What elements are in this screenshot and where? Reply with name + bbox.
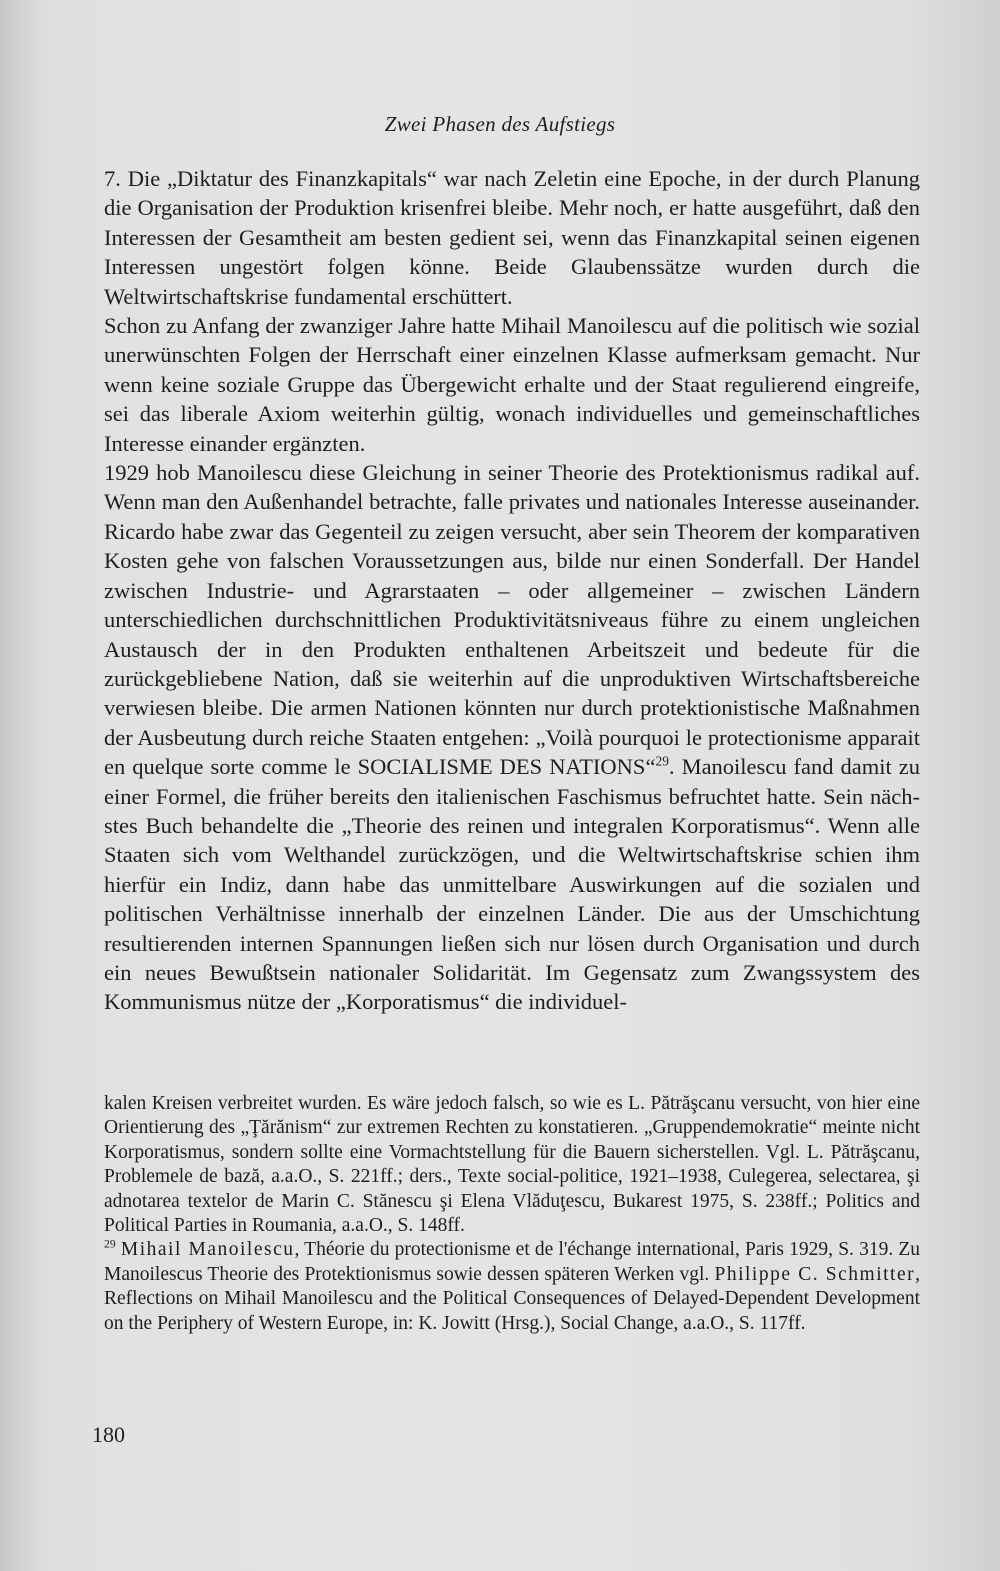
footnote-continuation: kalen Kreisen verbreitet wurden. Es wäre jedoch falsch, so wie es L. Pătrăşcanu versucht, von hier eine Orientierung des „Ţărănism“ zur extremen Rechten zu konstatieren. „Gruppendemokratie“ meinte nicht Korporatismus, sondern sollte eine Vormachtstellung für die Bauern sicherstellen. Vgl. L. Pătrăşcanu, Problemele de bază, a.a.O., S. 221ff.; ders., Texte social-politice, 1921–1938, Culegerea, selectarea, şi adnotarea textelor de Marin C. Stănescu şi Elena Vlăduţescu, Bukarest 1975, S. 238ff.; Politics and Political Parties in Roumania, a.a.O., S. 148ff. bbox=[104, 1093, 920, 1237]
footnote-number-29: 29 bbox=[104, 1237, 116, 1251]
running-head: Zwei Phasen des Aufstiegs bbox=[384, 112, 616, 136]
page-number: 180 bbox=[92, 1422, 125, 1447]
paragraph-3 bbox=[104, 458, 920, 1017]
paragraph-3-tail: . Manoilescu fand damit zu einer Formel, die früher bereits den italienischen Faschismus befruchtet hatte. Sein nächstes Buch behandelte die „Theorie des reinen und integralen Korporatismus“. Wenn alle Staaten sich vom Welthandel zurückzögen, und die Weltwirtschaftskrise schien ihm hierfür ein Indiz, dann habe das unmittelbare Auswirkungen auf die sozialen und politischen Verhältnisse innerhalb der einzelnen Länder. Die aus der Umschichtung resultierenden internen Spannungen ließen sich nur lösen durch Organisation und durch ein neues Bewußtsein nationaler Solidarität. Im Gegensatz zum Zwangssystem des Kommunismus nütze der „Korporatismus“ die individuel- bbox=[104, 754, 920, 1015]
main-text bbox=[104, 164, 920, 1017]
footnote-29-author: Mihail Manoilescu bbox=[120, 1239, 295, 1261]
paragraph-2: Schon zu Anfang der zwanziger Jahre hatte Mihail Manoilescu auf die politisch wie sozial unerwünschten Folgen der Herrschaft einer einzelnen Klasse aufmerksam gemacht. Nur wenn keine soziale Gruppe das Übergewicht erhalte und der Staat regulierend eingreife, sei das liberale Axiom weiterhin gültig, wonach individuelles und gemeinschaftliches Interesse einander ergänzten. bbox=[104, 313, 920, 456]
footnotes bbox=[104, 1092, 920, 1336]
footnote-29-text-1: , Théorie du protectionisme et de l'échange international, Paris 1929, S. 319. Zu Manoilescus Theorie des Protektionismus sowie dessen späteren Werken vgl. bbox=[104, 1239, 921, 1285]
paragraph-1: 7. Die „Diktatur des Finanzkapitals“ war nach Zeletin eine Epoche, in der durch Planung die Organisation der Produktion krisenfrei bleibe. Mehr noch, er hatte ausgeführt, daß den Interessen der Gesamtheit am besten gedient sei, wenn das Finanzkapital seinen eigenen Interessen ungestört folgen könne. Beide Glaubenssätze wurden durch die Weltwirtschaftskrise fundamental erschüttert. bbox=[104, 166, 920, 309]
footnote-29-author-2: Philippe C. Schmitter bbox=[714, 1263, 916, 1285]
paragraph-3-body: 1929 hob Manoilescu diese Gleichung in seiner Theorie des Protektionismus radikal auf. Wenn man den Außenhandel betrachte, falle privates und nationales Interesse auseinander. Ricardo habe zwar das Gegenteil zu zeigen versucht, aber sein Theorem der komparativen Kosten gehe von falschen Voraussetzungen aus, bilde nur einen Sonderfall. Der Handel zwischen Industrie- und Agrarstaaten – oder allgemeiner – zwischen Ländern unterschiedlichen durchschnittlichen Produktivitätsniveaus führe zu einem ungleichen Austausch der in den Produkten enthaltenen Arbeitszeit und bedeute für die zurückgebliebene Nation, daß sie weiterhin auf die unproduktiven Wirtschaftsbereiche verwiesen bleibe. Die armen Nationen könnten nur durch protektionistische Maßnahmen der Ausbeutung durch reiche Staaten entgehen: „Voilà pourquoi le protectionisme apparait en quelque sorte comme le SOCIALISME DES NATIONS“ bbox=[104, 460, 920, 780]
footnote-29-text-2: , Reflections on Mihail Manoilescu and the Political Consequences of Delayed-Dependent Development on the Periphery of Western Europe, in: K. Jowitt (Hrsg.), Social Change, a.a.O., S. 117ff. bbox=[104, 1263, 920, 1334]
footnote-29 bbox=[104, 1238, 920, 1336]
footnote-ref-29: 29 bbox=[655, 753, 669, 769]
